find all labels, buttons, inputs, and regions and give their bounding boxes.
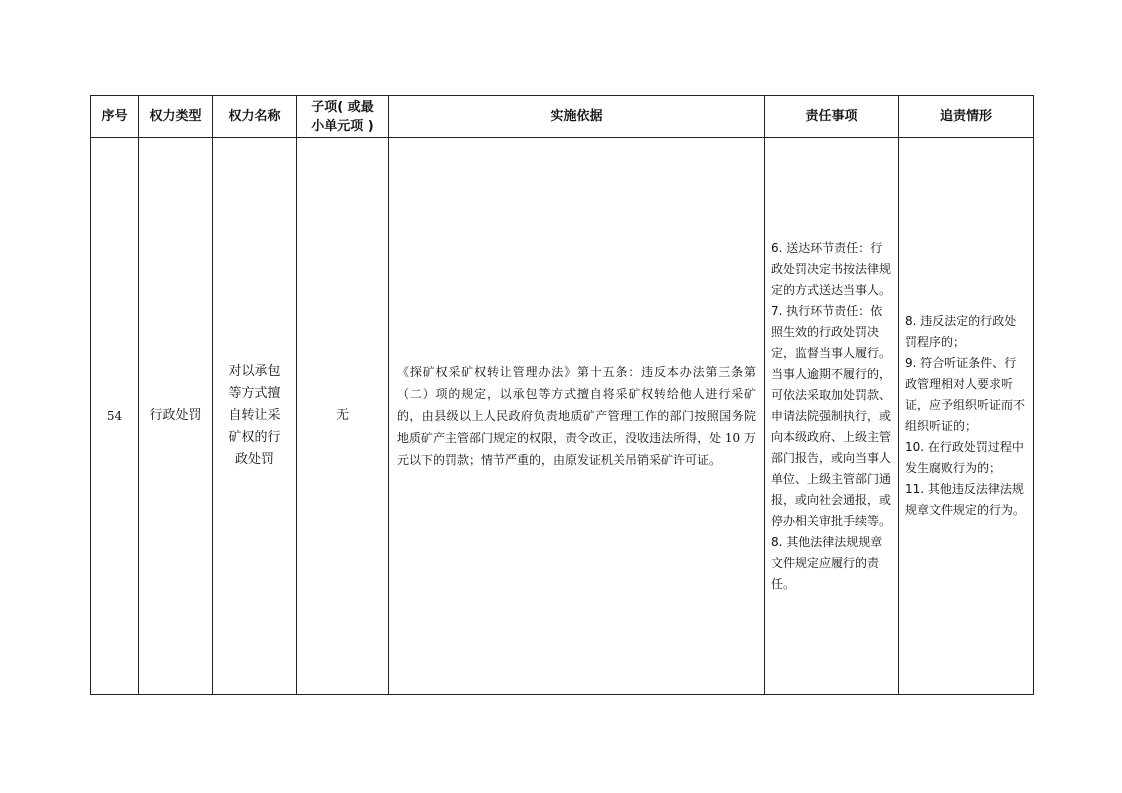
header-basis: 实施依据 <box>389 96 765 138</box>
accountability-item: 10. 在行政处罚过程中发生腐败行为的； <box>905 440 1024 475</box>
accountability-item: 9. 符合听证条件、行政管理相对人要求听证，应予组织听证而不组织听证的； <box>905 356 1026 433</box>
cell-power-name: 对以承包等方式擅自转让采矿权的行政处罚 <box>213 138 297 695</box>
responsibility-item: 8. 其他法律法规规章文件规定应履行的责任。 <box>771 534 883 591</box>
cell-accountability <box>899 138 1034 695</box>
header-power-type: 权力类型 <box>139 96 213 138</box>
header-seq: 序号 <box>91 96 139 138</box>
header-responsibility: 责任事项 <box>765 96 899 138</box>
header-power-name: 权力名称 <box>213 96 297 138</box>
cell-seq: 54 <box>91 138 139 695</box>
accountability-item: 8. 违反法定的行政处罚程序的； <box>905 314 1017 349</box>
responsibility-item: 6. 送达环节责任：行政处罚决定书按法律规定的方式送达当事人。 <box>771 240 892 297</box>
header-row <box>91 96 1034 138</box>
table-row <box>91 138 1034 695</box>
responsibility-item: 7. 执行环节责任：依照生效的行政处罚决定，监督当事人履行。当事人逾期不履行的，可依法采取加处罚款、申请法院强制执行，或向本级政府、上级主管部门报告，或向当事人单位、上级主管部门通报，或向社会通报，或停办相关审批手续等。 <box>771 303 892 528</box>
power-list-table <box>90 95 1034 695</box>
cell-responsibility <box>765 138 899 695</box>
accountability-item: 11. 其他违反法律法规规章文件规定的行为。 <box>905 482 1026 517</box>
header-accountability: 追责情形 <box>899 96 1034 138</box>
header-sub-item: 子项( 或最小单元项 ) <box>297 96 389 138</box>
cell-sub-item: 无 <box>297 138 389 695</box>
cell-power-type: 行政处罚 <box>139 138 213 695</box>
cell-basis: 《探矿权采矿权转让管理办法》第十五条：违反本办法第三条第（二）项的规定，以承包等方式擅自将采矿权转给他人进行采矿的，由县级以上人民政府负责地质矿产管理工作的部门按照国务院地质矿产主管部门规定的权限，责令改正，没收违法所得，处 10 万元以下的罚款；情节严重的，由原发证机关吊销采矿许可证。 <box>389 138 765 695</box>
